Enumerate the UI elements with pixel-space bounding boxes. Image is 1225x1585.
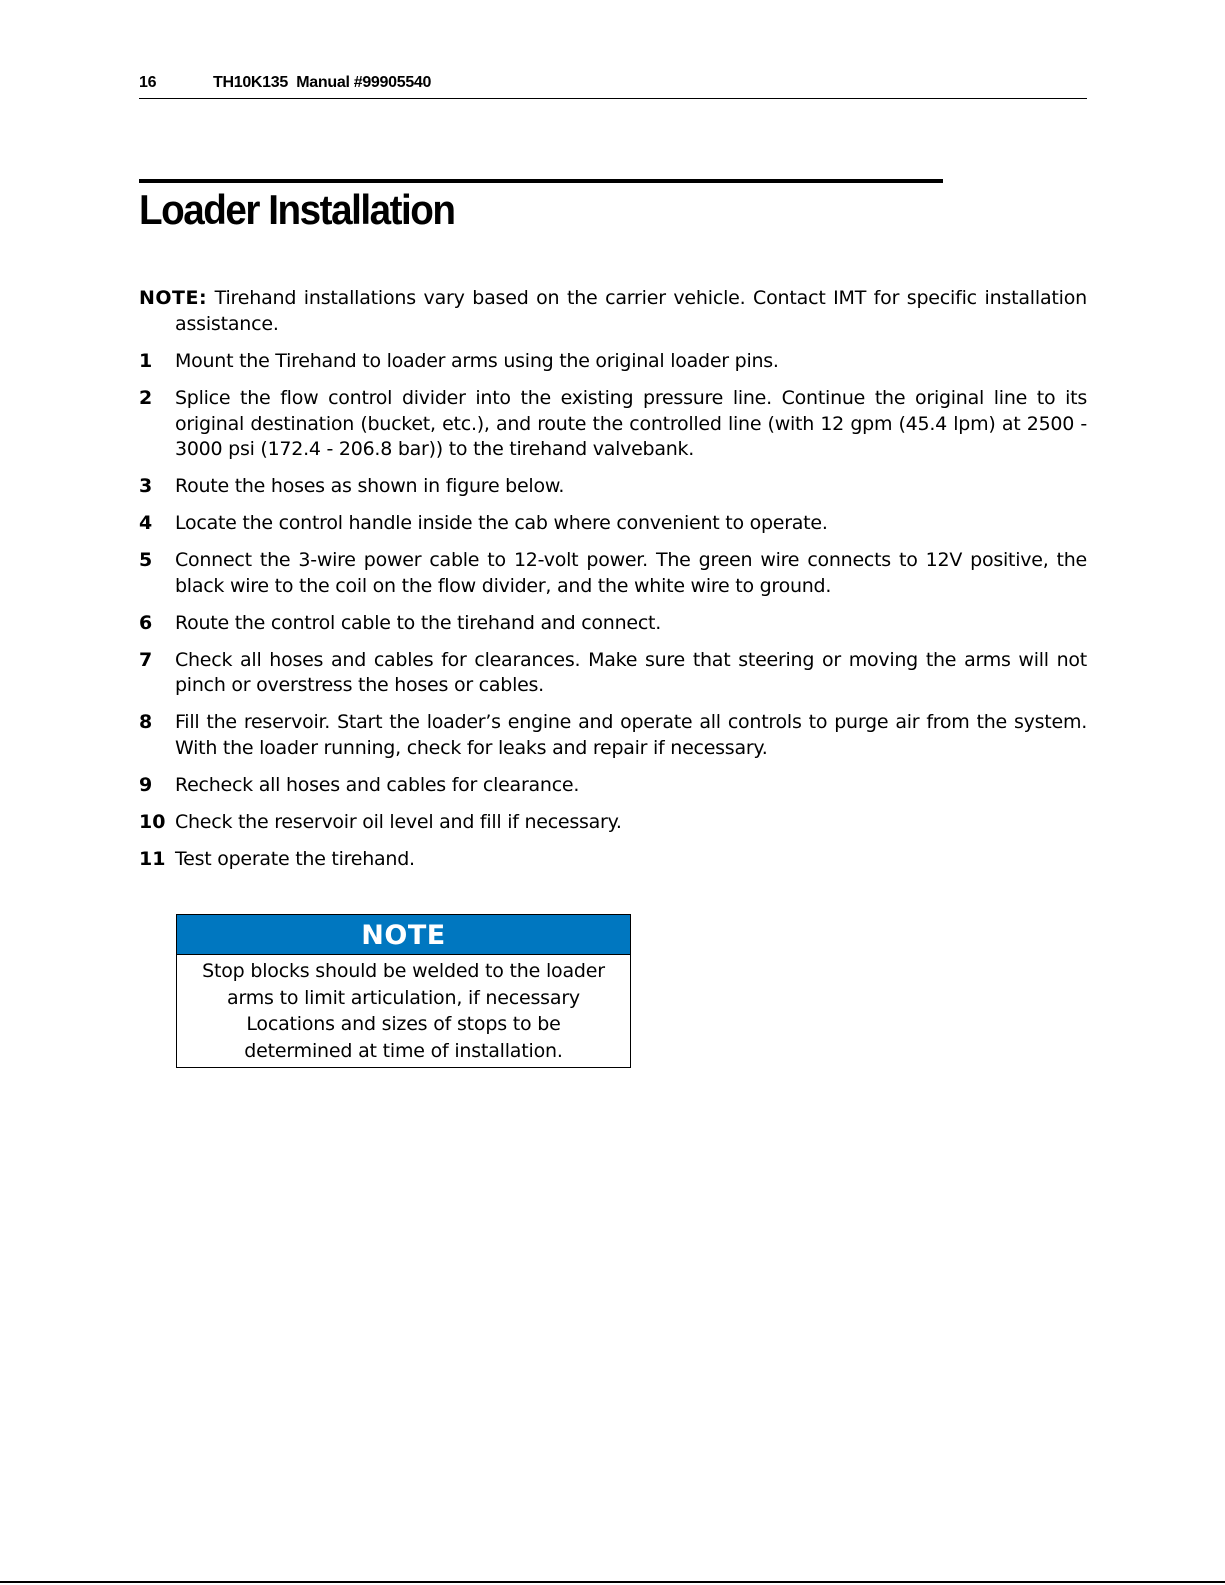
step-text: Fill the reservoir. Start the loader’s engine and operate all controls to purge air from the system. With the loader running, check for leaks and repair if necessary. [175, 711, 1087, 759]
step-text: Test operate the tirehand. [175, 847, 415, 870]
note-box-line: determined at time of installation. [244, 1039, 563, 1062]
step-text: Route the control cable to the tirehand and connect. [175, 611, 662, 634]
step-number: 2 [139, 387, 153, 409]
step-11 [139, 847, 1087, 873]
step-1 [139, 349, 1087, 375]
page-header [139, 72, 1087, 99]
step-text: Route the hoses as shown in figure below. [175, 475, 565, 497]
step-number: 6 [139, 611, 153, 634]
step-text: Check the reservoir oil level and fill if necessary. [175, 810, 622, 833]
step-4 [139, 511, 1087, 537]
step-9 [139, 773, 1087, 799]
installation-steps [139, 349, 1087, 872]
step-10 [139, 810, 1087, 836]
step-number: 10 [139, 810, 166, 833]
step-number: 4 [139, 512, 153, 534]
step-number: 1 [139, 350, 153, 372]
step-number: 5 [139, 549, 153, 571]
step-number: 9 [139, 773, 153, 796]
step-number: 3 [139, 475, 153, 497]
title-rule [139, 179, 943, 183]
step-8 [139, 710, 1087, 761]
intro-note-label: NOTE: [139, 287, 208, 309]
step-number: 7 [139, 648, 153, 671]
page-bottom-rule [0, 1581, 1225, 1583]
step-text: Check all hoses and cables for clearances. Make sure that steering or moving the arms will not pinch or overstress the hoses or cables. [175, 648, 1087, 696]
page-number: 16 [139, 74, 157, 91]
content [139, 286, 1087, 884]
note-box-body [177, 955, 630, 1067]
manual-title: TH10K135 Manual #99905540 [213, 74, 432, 91]
step-text: Connect the 3-wire power cable to 12-volt power. The green wire connects to 12V positive, the black wire to the coil on the flow divider, and the white wire to ground. [175, 549, 1087, 597]
intro-note [139, 286, 1087, 337]
intro-note-text: Tirehand installations vary based on the carrier vehicle. Contact IMT for specific installation assistance. [175, 287, 1087, 335]
step-text: Splice the flow control divider into the existing pressure line. Continue the original line to its original destination (bucket, etc.), and route the controlled line (with 12 gpm (45.4 lpm) at 2500 - 3000 psi (172.4 - 206.8 bar)) to the tirehand valvebank. [175, 387, 1087, 460]
step-text: Locate the control handle inside the cab where convenient to operate. [175, 512, 828, 534]
step-5 [139, 548, 1087, 599]
step-3 [139, 474, 1087, 500]
step-text: Mount the Tirehand to loader arms using the original loader pins. [175, 350, 779, 372]
step-6 [139, 611, 1087, 637]
step-number: 8 [139, 711, 153, 733]
note-box-line: arms to limit articulation, if necessary [227, 986, 580, 1009]
section-title: Loader Installation [139, 186, 455, 233]
step-number: 11 [139, 847, 166, 870]
note-box-heading: NOTE [177, 915, 630, 955]
note-box-line: Stop blocks should be welded to the loader [202, 960, 605, 982]
step-text: Recheck all hoses and cables for clearance. [175, 773, 580, 796]
step-2 [139, 386, 1087, 463]
note-box [176, 914, 631, 1068]
step-7 [139, 648, 1087, 699]
note-box-line: Locations and sizes of stops to be [246, 1013, 561, 1035]
